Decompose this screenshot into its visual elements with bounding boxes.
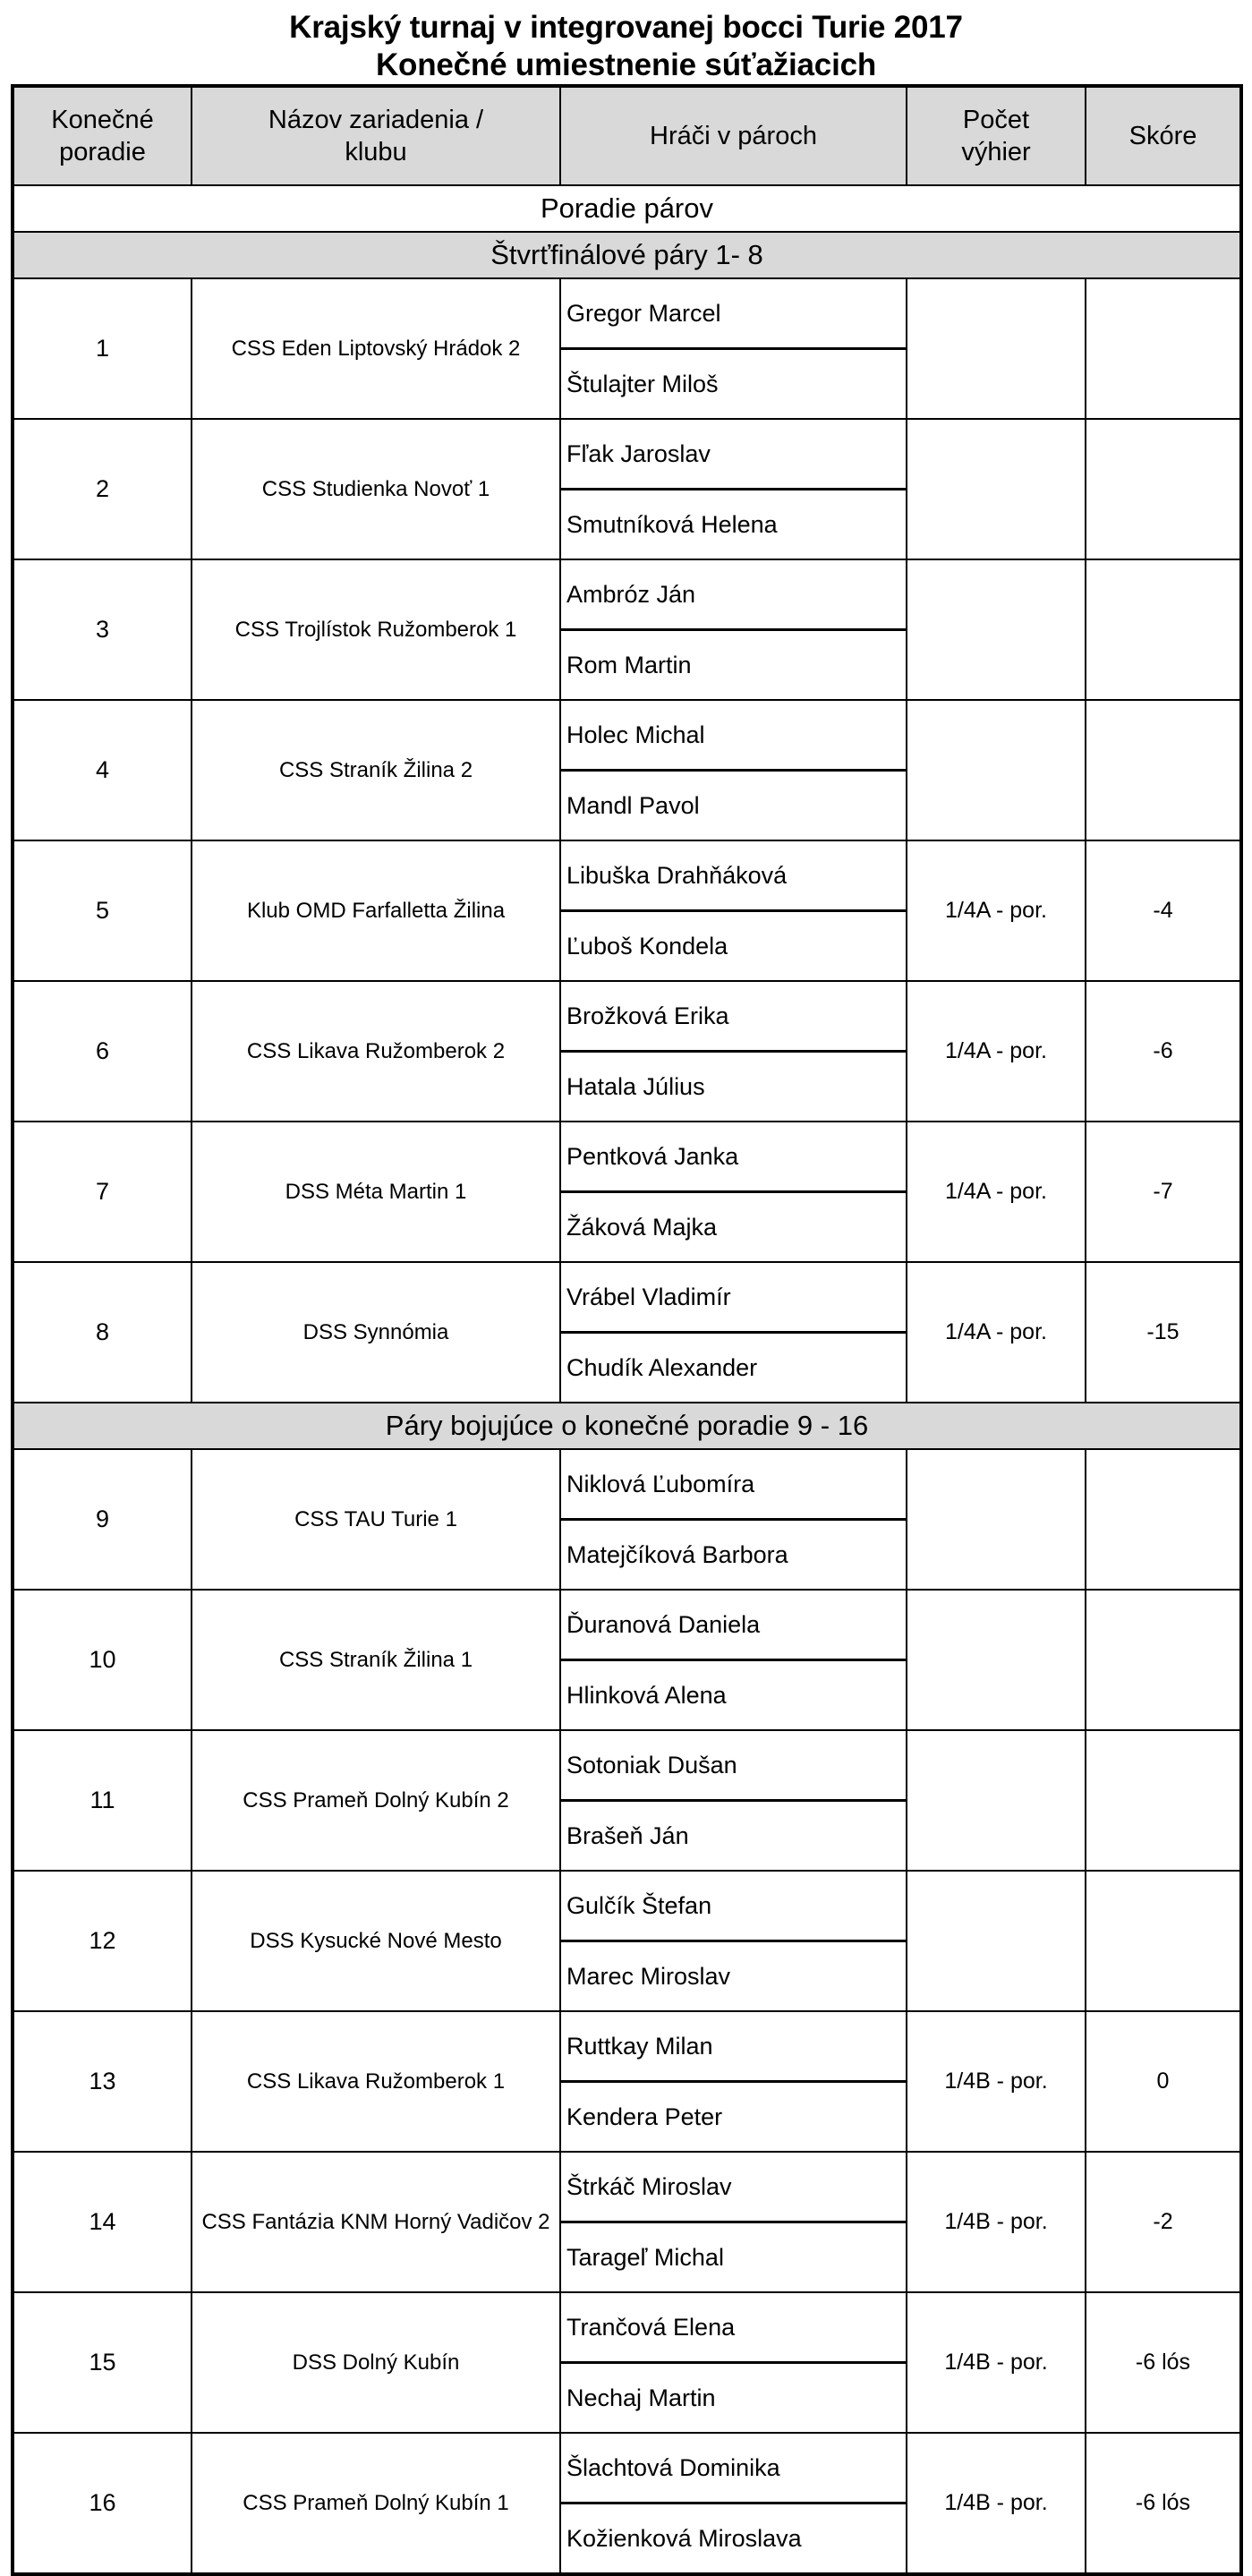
table-row — [13, 1590, 1241, 1730]
table-header-row — [13, 86, 1241, 185]
cell-club-name: CSS Likava Ružomberok 1 — [192, 2011, 560, 2152]
cell-player-1: Gregor Marcel — [561, 279, 906, 349]
cell-club-name: CSS Prameň Dolný Kubín 2 — [192, 1730, 560, 1871]
player-row — [561, 630, 906, 700]
player-row — [561, 2434, 906, 2503]
cell-wins-count: 1/4B - por. — [907, 2011, 1086, 2152]
player-row — [561, 349, 906, 419]
column-header-score: Skóre — [1086, 86, 1241, 185]
cell-wins-count: 1/4A - por. — [907, 1122, 1086, 1262]
cell-player-1: Holec Michal — [561, 701, 906, 771]
cell-club-name: CSS Straník Žilina 1 — [192, 1590, 560, 1730]
player-pair-table — [561, 2293, 906, 2432]
player-row — [561, 2012, 906, 2082]
player-row — [561, 771, 906, 840]
cell-club-name: DSS Méta Martin 1 — [192, 1122, 560, 1262]
results-table — [11, 84, 1243, 2576]
table-row — [13, 1122, 1241, 1262]
player-pair-table — [561, 279, 906, 418]
cell-player-2: Tarageľ Michal — [566, 2244, 724, 2271]
column-header-wins-line1: Počet — [962, 106, 1030, 134]
table-row — [13, 1730, 1241, 1871]
cell-final-rank: 11 — [13, 1730, 192, 1871]
cell-player-1: Ďuranová Daniela — [561, 1591, 906, 1660]
cell-player-1: Niklová Ľubomíra — [561, 1450, 906, 1520]
cell-player-2: Nechaj Martin — [566, 2384, 716, 2411]
table-row — [13, 840, 1241, 981]
cell-score — [1086, 700, 1241, 840]
cell-final-rank: 12 — [13, 1871, 192, 2011]
cell-player-pair — [560, 981, 907, 1122]
cell-player-2: Štulajter Miloš — [566, 371, 719, 397]
cell-player-2: Hatala Július — [566, 1073, 705, 1100]
banner-row-section2 — [13, 1403, 1241, 1449]
cell-player-pair — [560, 419, 907, 559]
player-pair-table — [561, 1731, 906, 1870]
player-pair-table — [561, 2012, 906, 2151]
cell-score — [1086, 278, 1241, 419]
player-row — [561, 1122, 906, 1192]
player-row — [561, 1941, 906, 2011]
cell-score — [1086, 559, 1241, 700]
cell-player-1: Šlachtová Dominika — [561, 2434, 906, 2503]
column-header-club-line1: Názov zariadenia / — [268, 106, 484, 134]
cell-wins-count: 1/4A - por. — [907, 1262, 1086, 1403]
column-header-players: Hráči v pároch — [560, 86, 907, 185]
player-row — [561, 1591, 906, 1660]
player-pair-table — [561, 1591, 906, 1729]
player-pair-table — [561, 1450, 906, 1589]
cell-final-rank: 4 — [13, 700, 192, 840]
player-row — [561, 2503, 906, 2573]
cell-player-1: Ambróz Ján — [561, 560, 906, 630]
banner-poradie-parov: Poradie párov — [13, 185, 1241, 232]
cell-player-pair — [560, 278, 907, 419]
cell-club-name: CSS Likava Ružomberok 2 — [192, 981, 560, 1122]
cell-player-pair — [560, 2011, 907, 2152]
player-pair-table — [561, 420, 906, 559]
cell-score: -7 — [1086, 1122, 1241, 1262]
player-row — [561, 1450, 906, 1520]
cell-score — [1086, 1590, 1241, 1730]
cell-player-2: Rom Martin — [566, 652, 692, 678]
cell-player-pair — [560, 2433, 907, 2574]
cell-final-rank: 10 — [13, 1590, 192, 1730]
player-row — [561, 1192, 906, 1262]
cell-player-2: Brašeň Ján — [566, 1822, 689, 1849]
cell-player-1: Brožková Erika — [561, 982, 906, 1052]
player-pair-table — [561, 2434, 906, 2572]
cell-club-name: CSS Eden Liptovský Hrádok 2 — [192, 278, 560, 419]
cell-club-name: CSS Straník Žilina 2 — [192, 700, 560, 840]
cell-score: -15 — [1086, 1262, 1241, 1403]
cell-player-pair — [560, 700, 907, 840]
player-row — [561, 2293, 906, 2363]
cell-final-rank: 14 — [13, 2152, 192, 2292]
player-row — [561, 1731, 906, 1801]
cell-final-rank: 2 — [13, 419, 192, 559]
table-row — [13, 700, 1241, 840]
banner-row-section1 — [13, 232, 1241, 278]
cell-player-pair — [560, 1449, 907, 1590]
cell-player-2: Ľuboš Kondela — [566, 933, 728, 960]
player-row — [561, 1660, 906, 1730]
table-row — [13, 2433, 1241, 2574]
cell-wins-count — [907, 559, 1086, 700]
cell-player-2: Hlinková Alena — [566, 1682, 727, 1709]
table-row — [13, 2152, 1241, 2292]
column-header-club — [192, 86, 560, 185]
section-header-quarterfinal: Štvrťfinálové páry 1- 8 — [13, 232, 1241, 278]
cell-player-pair — [560, 1590, 907, 1730]
cell-player-1: Libuška Drahňáková — [561, 841, 906, 911]
section-header-places-9-16: Páry bojujúce o konečné poradie 9 - 16 — [13, 1403, 1241, 1449]
player-pair-table — [561, 841, 906, 980]
cell-player-pair — [560, 559, 907, 700]
cell-wins-count: 1/4A - por. — [907, 981, 1086, 1122]
cell-player-2: Kendera Peter — [566, 2103, 723, 2130]
cell-player-pair — [560, 1730, 907, 1871]
cell-final-rank: 6 — [13, 981, 192, 1122]
player-row — [561, 490, 906, 559]
cell-player-pair — [560, 1122, 907, 1262]
table-row — [13, 559, 1241, 700]
cell-player-1: Ruttkay Milan — [561, 2012, 906, 2082]
cell-player-pair — [560, 2292, 907, 2433]
cell-wins-count — [907, 419, 1086, 559]
cell-player-1: Štrkáč Miroslav — [561, 2153, 906, 2222]
cell-club-name: CSS Trojlístok Ružomberok 1 — [192, 559, 560, 700]
cell-score: -4 — [1086, 840, 1241, 981]
player-pair-table — [561, 1122, 906, 1261]
column-header-rank-line1: Konečné — [51, 106, 154, 134]
cell-player-2: Matejčíková Barbora — [566, 1541, 788, 1568]
cell-final-rank: 3 — [13, 559, 192, 700]
player-row — [561, 279, 906, 349]
cell-player-1: Pentková Janka — [561, 1122, 906, 1192]
document-title — [0, 0, 1252, 84]
cell-score — [1086, 1449, 1241, 1590]
table-row — [13, 981, 1241, 1122]
table-row — [13, 1449, 1241, 1590]
cell-club-name: DSS Synnómia — [192, 1262, 560, 1403]
cell-score — [1086, 419, 1241, 559]
banner-row-main — [13, 185, 1241, 232]
table-row — [13, 419, 1241, 559]
player-pair-table — [561, 560, 906, 699]
table-row — [13, 278, 1241, 419]
cell-score: -2 — [1086, 2152, 1241, 2292]
player-row — [561, 1263, 906, 1333]
table-row — [13, 1871, 1241, 2011]
column-header-wins-line2: výhier — [961, 138, 1031, 166]
cell-score: -6 lós — [1086, 2292, 1241, 2433]
player-row — [561, 2222, 906, 2292]
cell-player-2: Chudík Alexander — [566, 1354, 758, 1381]
table-row — [13, 1262, 1241, 1403]
player-row — [561, 841, 906, 911]
cell-score — [1086, 1730, 1241, 1871]
cell-player-1: Vrábel Vladimír — [561, 1263, 906, 1333]
cell-final-rank: 1 — [13, 278, 192, 419]
cell-final-rank: 16 — [13, 2433, 192, 2574]
player-row — [561, 982, 906, 1052]
cell-wins-count: 1/4B - por. — [907, 2152, 1086, 2292]
results-table-wrapper — [0, 84, 1252, 2576]
table-row — [13, 2011, 1241, 2152]
cell-player-2: Marec Miroslav — [566, 1963, 731, 1990]
cell-wins-count: 1/4B - por. — [907, 2433, 1086, 2574]
cell-club-name: CSS TAU Turie 1 — [192, 1449, 560, 1590]
cell-wins-count: 1/4B - por. — [907, 2292, 1086, 2433]
cell-player-pair — [560, 840, 907, 981]
cell-club-name: CSS Studienka Novoť 1 — [192, 419, 560, 559]
cell-score — [1086, 1871, 1241, 2011]
cell-player-1: Sotoniak Dušan — [561, 1731, 906, 1801]
player-row — [561, 1052, 906, 1122]
cell-player-pair — [560, 1262, 907, 1403]
table-row — [13, 2292, 1241, 2433]
player-row — [561, 2153, 906, 2222]
cell-wins-count — [907, 1730, 1086, 1871]
column-header-wins — [907, 86, 1086, 185]
cell-wins-count — [907, 700, 1086, 840]
cell-player-2: Žáková Majka — [566, 1214, 718, 1241]
cell-final-rank: 15 — [13, 2292, 192, 2433]
title-line-1: Krajský turnaj v integrovanej bocci Turie 2017 — [289, 10, 963, 45]
player-pair-table — [561, 2153, 906, 2291]
cell-final-rank: 8 — [13, 1262, 192, 1403]
cell-club-name: DSS Kysucké Nové Mesto — [192, 1871, 560, 2011]
player-pair-table — [561, 1263, 906, 1402]
cell-player-2: Mandl Pavol — [566, 792, 700, 819]
cell-wins-count — [907, 1449, 1086, 1590]
player-row — [561, 1872, 906, 1941]
column-header-club-line2: klubu — [345, 138, 407, 166]
cell-wins-count — [907, 278, 1086, 419]
cell-player-2: Kožienková Miroslava — [566, 2525, 802, 2552]
column-header-rank — [13, 86, 192, 185]
cell-player-1: Trančová Elena — [561, 2293, 906, 2363]
player-pair-table — [561, 982, 906, 1121]
player-row — [561, 1801, 906, 1871]
cell-final-rank: 7 — [13, 1122, 192, 1262]
cell-club-name: DSS Dolný Kubín — [192, 2292, 560, 2433]
player-pair-table — [561, 701, 906, 840]
player-pair-table — [561, 1872, 906, 2010]
player-row — [561, 2082, 906, 2152]
player-row — [561, 1520, 906, 1590]
cell-final-rank: 13 — [13, 2011, 192, 2152]
column-header-rank-line2: poradie — [59, 138, 146, 166]
cell-player-pair — [560, 1871, 907, 2011]
cell-player-1: Gulčík Štefan — [561, 1872, 906, 1941]
player-row — [561, 2363, 906, 2433]
title-line-2: Konečné umiestnenie súťažiacich — [375, 47, 877, 82]
cell-wins-count — [907, 1871, 1086, 2011]
cell-final-rank: 5 — [13, 840, 192, 981]
cell-wins-count: 1/4A - por. — [907, 840, 1086, 981]
cell-club-name: CSS Prameň Dolný Kubín 1 — [192, 2433, 560, 2574]
cell-final-rank: 9 — [13, 1449, 192, 1590]
cell-player-pair — [560, 2152, 907, 2292]
cell-club-name: Klub OMD Farfalletta Žilina — [192, 840, 560, 981]
player-row — [561, 1333, 906, 1403]
cell-score: 0 — [1086, 2011, 1241, 2152]
player-row — [561, 911, 906, 981]
cell-club-name: CSS Fantázia KNM Horný Vadičov 2 — [192, 2152, 560, 2292]
player-row — [561, 701, 906, 771]
cell-player-2: Smutníková Helena — [566, 511, 778, 538]
cell-score: -6 lós — [1086, 2433, 1241, 2574]
player-row — [561, 560, 906, 630]
cell-score: -6 — [1086, 981, 1241, 1122]
cell-player-1: Fľak Jaroslav — [561, 420, 906, 490]
player-row — [561, 420, 906, 490]
cell-wins-count — [907, 1590, 1086, 1730]
